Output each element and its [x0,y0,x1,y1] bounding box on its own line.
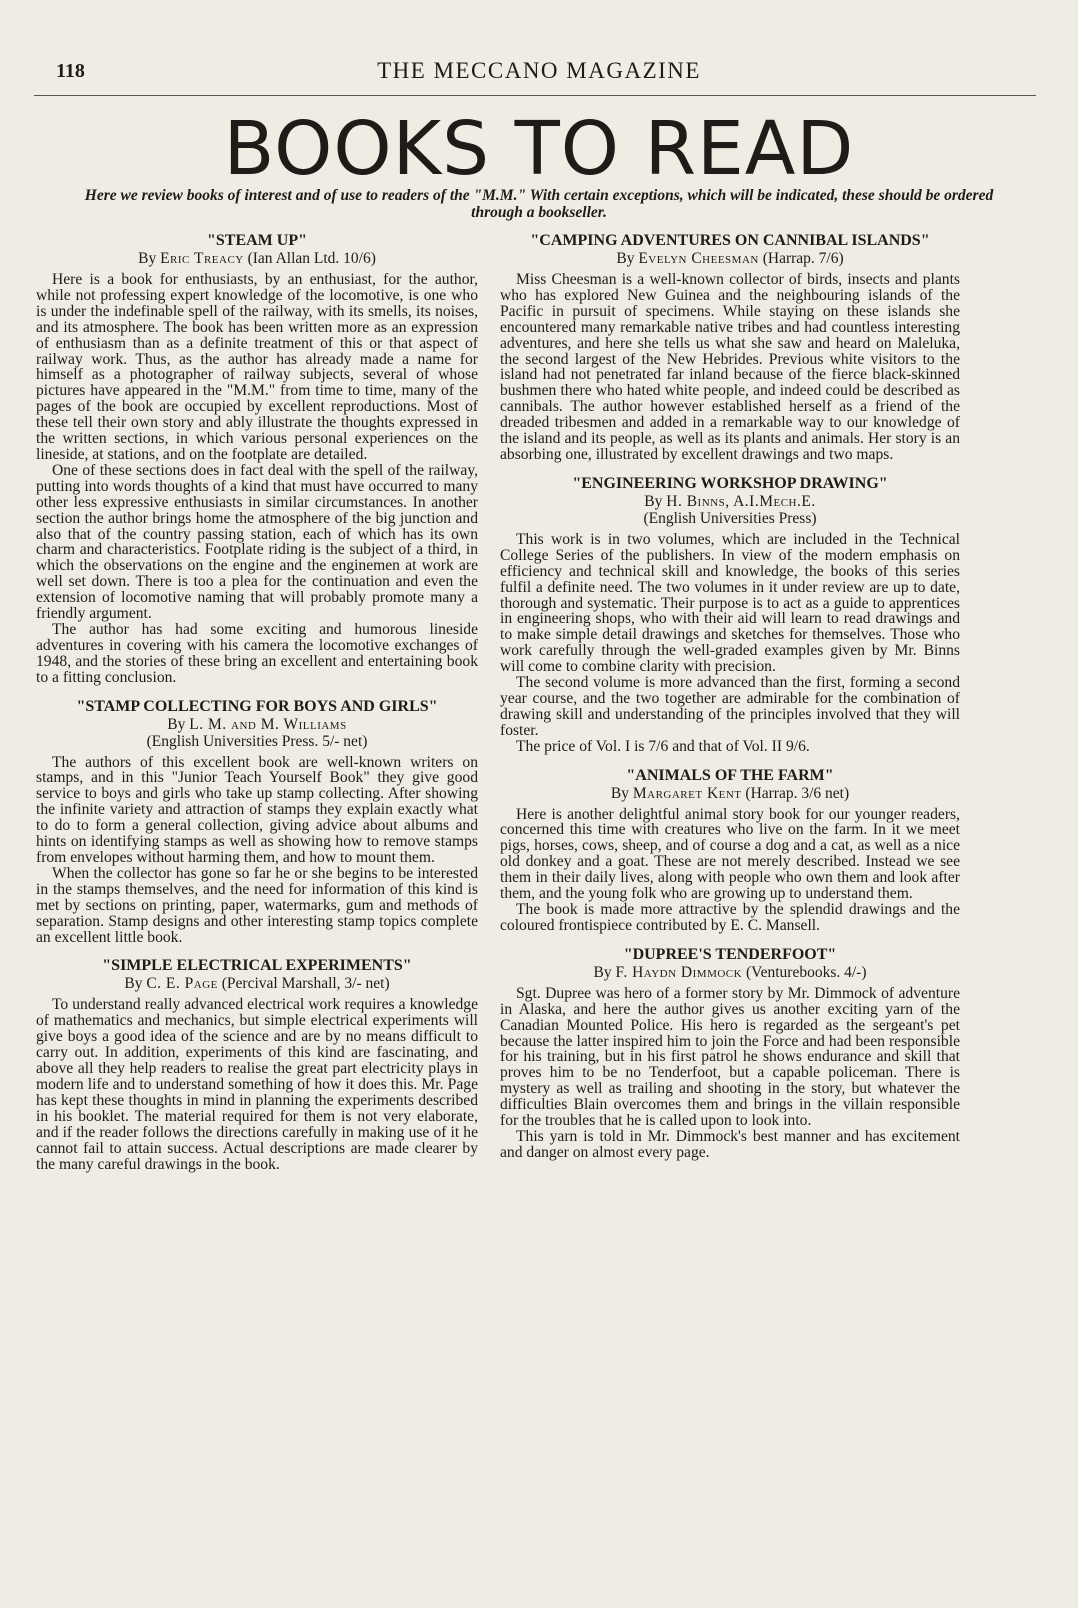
book-review [36,698,478,946]
byline-prefix: By [593,963,612,981]
magazine-title: THE MECCANO MAGAZINE [377,58,701,83]
review-paragraph: This work is in two volumes, which are included in the Technical College Series of the publishers. In view of the modern emphasis on efficiency and technical skill and knowledge, the books of this series fulfil a definite need. The two volumes in it under review are up to date, thorough and systematic. Their purpose is to act as a guide to apprentices in engineering shops, who with their aid will learn to read drawings and to make simple detail drawings and sketches for themselves. Those who work carefully through the well-graded examples given by Mr. Binns will come to combine clarity with precision. [500,530,960,676]
book-review [36,232,478,686]
review-publisher: (Harrap. 3/6 net) [745,784,850,802]
review-title: "ENGINEERING WORKSHOP DRAWING" [572,474,888,492]
review-paragraph: The second volume is more advanced than the first, forming a second year course, and the two together are admirable for the combination of drawing skill and understanding of the principles involved that they will foster. [500,674,960,739]
review-publisher: (English Universities Press. 5/- net) [146,732,368,750]
book-review [500,946,960,1161]
page-headline: BOOKS TO READ [223,106,855,192]
header-rule [34,95,1036,96]
review-author: H. Binns, A.I.Mech.E. [666,492,816,510]
review-title: "SIMPLE ELECTRICAL EXPERIMENTS" [102,957,412,975]
review-paragraph: The authors of this excellent book are well-known writers on stamps, and in this "Junior Teach Yourself Book" they give good service to boys and girls who take up stamp collecting. After showing the infinite variety and attraction of stamps they explain exactly what to do to form a general collection, giving advice about albums and hints on identifying stamps as well as showing how to remove stamps from envelopes without harming them, and how to mount them. [36,753,478,866]
byline-prefix: By [610,784,629,802]
review-byline [36,250,478,267]
book-review [36,957,478,1172]
review-title: "STEAM UP" [207,232,307,249]
byline-prefix: By [644,492,663,510]
review-author: F. Haydn Dimmock [615,963,743,981]
book-review [500,475,960,755]
review-publisher: (Percival Marshall, 3/- net) [221,975,390,993]
review-paragraph: To understand really advanced electrical work requires a knowledge of mathematics and mechanics, but simple electrical experiments will give boys a good idea of the science and are by no means difficult to carry out. In addition, experiments of this kind are fascinating, and above all they help readers to realise the great part electricity plays in modern life and to understand something of how it does this. Mr. Page has kept these thoughts in mind in planning the experiments described in his booklet. The material required for them is not very elaborate, and if the reader follows the directions carefully in making use of it he cannot fail to attain success. Actual descriptions are made clearer by the many careful drawings in the book. [36,996,478,1173]
left-column [36,232,478,1184]
review-title: "DUPREE'S TENDERFOOT" [623,945,837,963]
review-paragraph: One of these sections does in fact deal with the spell of the railway, putting into words thoughts of a kind that must have occurred to many other less expressive enthusiasts in similar circumstances. In another section the author brings home the atmosphere of the big junction and also that of the country passing station, each of which has its own charm and characteristics. Footplate riding is the subject of a third, in which the observations on the engine and the enginemen at work are well set down. There is too a plea for the continuation and even the extension of locomotive naming that will probably promote many a friendly argument. [36,461,478,623]
review-paragraph: Sgt. Dupree was hero of a former story by Mr. Dimmock of adventure in Alaska, and here the author gives us another exciting yarn of the Canadian Mounted Police. His hero is regarded as the sergeant's pet because the latter inspired him to join the Force and had been responsible for his training, but in his first patrol he shows endurance and skill that proves him to be no Tenderfoot, but a capable policeman. There is mystery as well as trailing and shooting in the story, but whatever the difficulties Blain overcomes them and brings in the villain responsible for the troubles that he is called upon to look into. [500,984,960,1130]
review-paragraph: When the collector has gone so far he or she begins to be interested in the stamps themselves, and the need for information of this kind is met by sections on printing, paper, watermarks, gum and methods of separation. Stamp designs and other interesting stamp topics complete an excellent little book. [36,864,478,946]
book-review [500,767,960,934]
review-title: "STAMP COLLECTING FOR BOYS AND GIRLS" [76,697,438,715]
review-publisher: (Ian Allan Ltd. 10/6) [247,250,376,267]
review-paragraph: The author has had some exciting and humorous lineside adventures in covering with his camera the locomotive exchanges of 1948, and the stories of these bring an excellent and entertaining book to a fitting conclusion. [36,620,478,686]
review-publisher: (Venturebooks. 4/-) [745,963,867,981]
review-paragraph: Here is another delightful animal story book for our younger readers, concerned this time with creatures who live on the farm. In it we meet pigs, horses, cows, sheep, and of course a dog and a cat, as well as a nice old donkey and a goat. These are not merely described. Instead we see them in their daily lives, along with people who own them and look after them, and the young folk who are growing up to understand them. [500,805,960,903]
review-paragraph: The price of Vol. I is 7/6 and that of Vol. II 9/6. [516,737,810,755]
review-paragraph: Here is a book for enthusiasts, by an enthusiast, for the author, while not professing expert knowledge of the locomotive, is one who is under the indefinable spell of the railway, with its smells, its noises, and its atmosphere. The book has been written more as an expression of enthusiasm than as a definite treatment of this or that aspect of railway work. Thus, as the author has already made a name for himself as a photographer of railway subjects, several of whose pictures have appeared in the "M.M." from time to time, many of the pages of the book are occupied by excellent reproductions. Most of these tell their own story and ably illustrate the thoughts expressed in the written sections, in which various personal experiences on the lineside, at stations, and on the footplate are detailed. [36,271,478,463]
review-byline [500,250,960,267]
byline-prefix: By [138,250,157,267]
review-title: "ANIMALS OF THE FARM" [626,766,834,784]
right-column [500,232,960,1173]
review-author: Evelyn Cheesman [638,250,759,267]
review-byline [500,785,960,802]
page-number: 118 [56,60,85,82]
review-paragraph: The book is made more attractive by the splendid drawings and the coloured frontispiece contributed by E. C. Mansell. [500,901,960,934]
byline-prefix: By [124,975,143,993]
book-review [500,232,960,463]
review-author: Margaret Kent [632,784,742,802]
review-title: "CAMPING ADVENTURES ON CANNIBAL ISLANDS" [530,232,930,249]
review-byline [36,716,478,733]
review-author: L. M. and M. Williams [189,715,347,733]
review-byline [36,975,478,992]
review-paragraph: Miss Cheesman is a well-known collector of birds, insects and plants who has explored New Guinea and the neighbouring islands of the Pacific in pursuit of specimens. While staying on these islands she encountered many remarkable native tribes and had countless interesting adventures, and here she tells us what she saw and heard on Maleluka, the second largest of the New Hebrides. Previous white visitors to the island had not penetrated far inland because of the fierce black-skinned bushmen there who hated white people, and indeed could be described as cannibals. The author however established herself as a friend of the dreaded tribesmen and added in a remarkable way to our knowledge of the island and its people, as well as its plants and animals. Her story is an absorbing one, illustrated by excellent drawings and two maps. [500,271,960,463]
review-author: C. E. Page [146,975,218,993]
byline-prefix: By [616,250,635,267]
intro-text: Here we review books of interest and of use to readers of the "M.M." With certain exceptions, which will be indicated, these should be ordered through a bookseller. [84,187,994,221]
review-byline [500,964,960,981]
review-paragraph: This yarn is told in Mr. Dimmock's best manner and has excitement and danger on almost every page. [500,1127,960,1161]
review-publisher: (Harrap. 7/6) [762,250,844,267]
review-publisher: (English Universities Press) [643,509,817,527]
byline-prefix: By [167,715,186,733]
review-byline [500,493,960,510]
review-author: Eric Treacy [160,250,244,267]
